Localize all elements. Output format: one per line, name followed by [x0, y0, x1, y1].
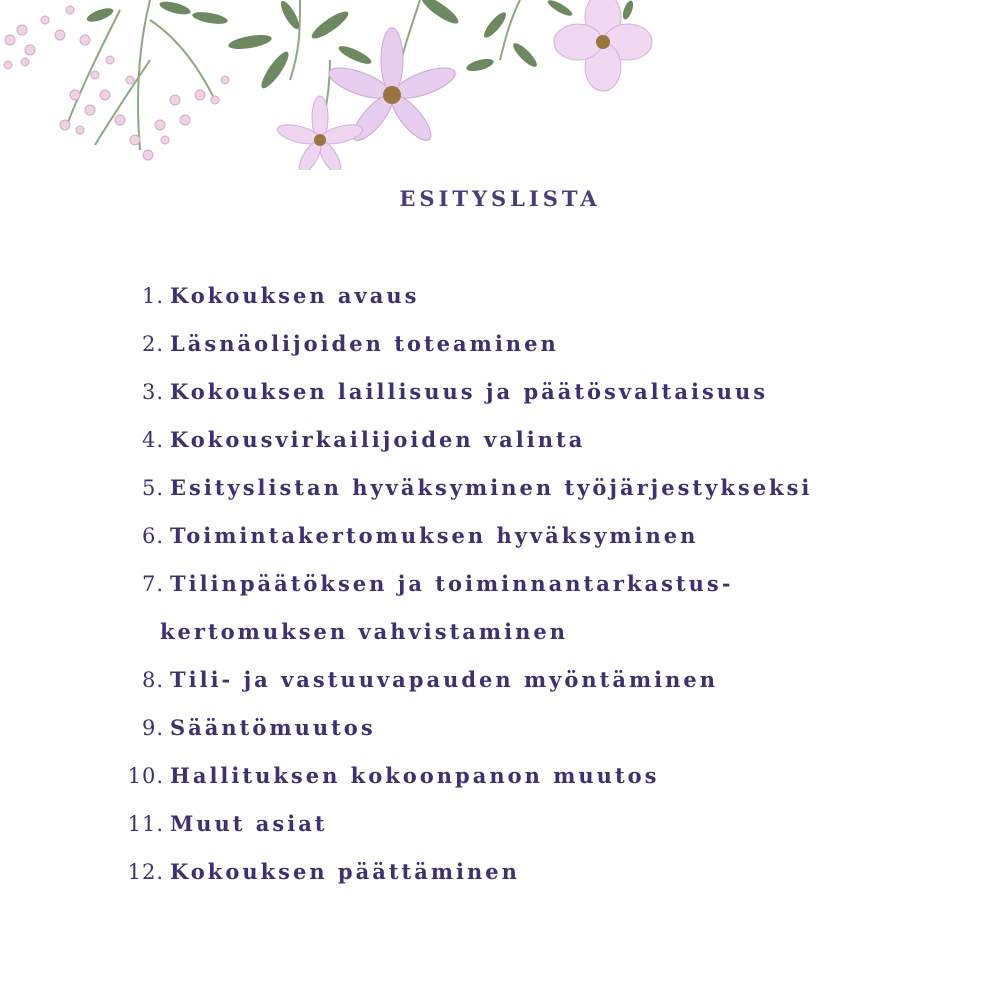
agenda-item [118, 516, 812, 564]
agenda-item-line: Kokouksen päättäminen [170, 859, 520, 884]
agenda-item-number: 6. [141, 524, 164, 548]
agenda-item-line: Sääntömuutos [170, 715, 376, 740]
agenda-item-number: 12. [127, 860, 164, 884]
agenda-item [118, 804, 812, 852]
agenda-item-line: Esityslistan hyväksyminen työjärjestykseksi [170, 475, 813, 500]
agenda-item-line: Kokousvirkailijoiden valinta [170, 427, 586, 452]
agenda-item [118, 468, 812, 516]
floral-decoration [0, 0, 1000, 170]
agenda-item-number: 3. [141, 380, 164, 404]
agenda-item-text [170, 852, 520, 900]
agenda-item-number: 5. [141, 476, 164, 500]
agenda-title: ESITYSLISTA [399, 186, 601, 211]
agenda-item-number: 2. [141, 332, 164, 356]
agenda-item-number: 11. [127, 812, 164, 836]
agenda-item-line: Tili- ja vastuuvapauden myöntäminen [170, 667, 719, 692]
agenda-item-text [170, 420, 585, 468]
agenda-item-text [170, 660, 718, 708]
agenda-item [118, 420, 812, 468]
agenda-item-number: 1. [141, 284, 164, 308]
agenda-item-line: Läsnäolijoiden toteaminen [170, 331, 559, 356]
agenda-item [118, 708, 812, 756]
agenda-item-text [170, 324, 559, 372]
agenda-item-text [170, 756, 659, 804]
agenda-item-line: Muut asiat [170, 811, 328, 836]
agenda-item [118, 276, 812, 324]
agenda-item-line: Tilinpäätöksen ja toiminnantarkastus- [170, 571, 734, 596]
agenda-item-line: Toimintakertomuksen hyväksyminen [170, 523, 699, 548]
agenda-item-text [170, 708, 376, 756]
agenda-item-text [170, 804, 328, 852]
agenda-item-line: Kokouksen avaus [170, 283, 420, 308]
agenda-item [118, 372, 812, 420]
agenda-item-text [170, 372, 768, 420]
agenda-item-number: 8. [141, 668, 164, 692]
agenda-item-text [170, 468, 812, 516]
agenda-item-line: kertomuksen vahvistaminen [160, 619, 568, 644]
agenda-item-text [170, 276, 419, 324]
agenda-item-line: Hallituksen kokoonpanon muutos [170, 763, 660, 788]
agenda-item-number: 4. [141, 428, 164, 452]
agenda-item [118, 852, 812, 900]
agenda-item-number: 7. [141, 572, 164, 596]
agenda-item [118, 756, 812, 804]
agenda-item [118, 324, 812, 372]
small-blossoms [4, 6, 229, 160]
agenda-item-number: 10. [127, 764, 164, 788]
agenda-item-text [170, 516, 698, 564]
agenda-item-line: Kokouksen laillisuus ja päätösvaltaisuus [170, 379, 769, 404]
agenda-list [118, 276, 812, 900]
agenda-item [118, 564, 812, 660]
agenda-item-number: 9. [141, 716, 164, 740]
agenda-item [118, 660, 812, 708]
flower-large-2 [275, 96, 364, 170]
agenda-item-text [160, 564, 734, 660]
